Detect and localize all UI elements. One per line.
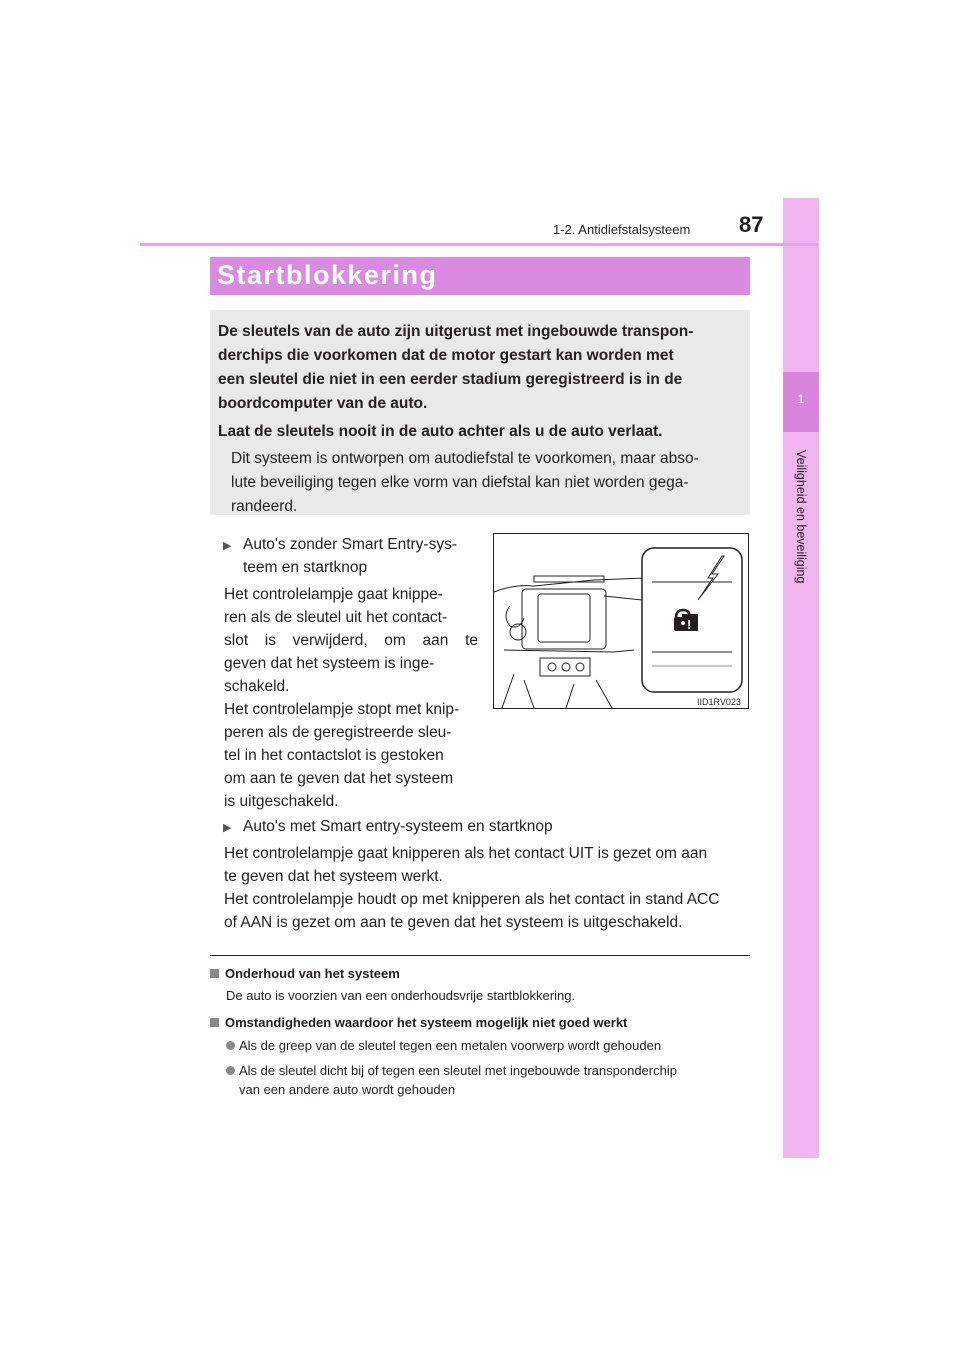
note-bullet	[226, 1063, 677, 1078]
square-bullet-icon	[210, 969, 219, 978]
intro-line: boordcomputer van de auto.	[218, 395, 428, 412]
arrow-icon: ▶	[223, 540, 232, 552]
intro-note-line: randeerd.	[231, 498, 298, 515]
section1-line: Het controlelampje gaat knippe-	[224, 586, 443, 603]
note-bullet-text: Als de sleutel dicht bij of tegen een sleutel met ingebouwde transponderchip	[239, 1063, 677, 1078]
intro-line: derchips die voorkomen dat de motor gestart kan worden met	[218, 347, 674, 364]
section2-line: of AAN is gezet om aan te geven dat het systeem is uitgeschakeld.	[224, 914, 683, 931]
section1-heading: teem en startknop	[243, 559, 368, 576]
chapter-title-vertical	[781, 450, 821, 750]
section2-line: Het controlelampje gaat knipperen als het contact UIT is gezet om aan	[224, 845, 708, 862]
header-rule	[140, 243, 818, 246]
section1-line: peren als de geregistreerde sleu-	[224, 724, 452, 741]
chapter-number: 1	[797, 392, 805, 406]
section2-line: te geven dat het systeem werkt.	[224, 868, 443, 885]
note-bullet-text: Als de greep van de sleutel tegen een metalen voorwerp wordt gehouden	[239, 1038, 662, 1053]
intro-line: De sleutels van de auto zijn uitgerust met ingebouwde transpon-	[218, 323, 694, 340]
page-title: Startblokkering	[217, 260, 438, 290]
note-heading	[210, 1015, 627, 1030]
notes-divider	[210, 955, 750, 956]
figure-code: IID1RV023	[697, 697, 741, 707]
round-bullet-icon	[226, 1041, 235, 1050]
note-heading-text: Omstandigheden waardoor het systeem mogelijk niet goed werkt	[225, 1015, 628, 1030]
section1-line: om aan te geven dat het systeem	[224, 770, 454, 787]
note-bullet	[226, 1038, 661, 1053]
intro-warning: Laat de sleutels nooit in de auto achter als u de auto verlaat.	[218, 423, 663, 440]
section1-line: schakeld.	[224, 678, 290, 695]
chapter-title: Veiligheid en beveiliging	[794, 450, 808, 584]
note-heading	[210, 966, 400, 981]
dashboard-drawing	[494, 534, 748, 708]
intro-line: een sleutel die niet in een eerder stadium geregistreerd is in de	[218, 371, 683, 388]
note-bullet-continuation: van een andere auto wordt gehouden	[239, 1082, 456, 1097]
intro-note-line: Dit systeem is ontworpen om autodiefstal te voorkomen, maar abso-	[231, 450, 699, 467]
round-bullet-icon	[226, 1066, 235, 1075]
section1-line: is uitgeschakeld.	[224, 793, 339, 810]
intro-note-line: lute beveiliging tegen elke vorm van diefstal kan niet worden gega-	[231, 474, 689, 491]
page-number: 87	[739, 212, 764, 237]
section1-line: Het controlelampje stopt met knip-	[224, 701, 460, 718]
section2-heading: Auto's met Smart entry-systeem en startknop	[243, 818, 553, 835]
arrow-icon: ▶	[223, 822, 232, 834]
section1-line: geven dat het systeem is inge-	[224, 655, 435, 672]
note-text: De auto is voorzien van een onderhoudsvrije startblokkering.	[226, 988, 576, 1003]
note-heading-text: Onderhoud van het systeem	[225, 966, 400, 981]
section1-line: tel in het contactslot is gestoken	[224, 747, 444, 764]
dashboard-illustration	[493, 533, 749, 709]
section1-heading: Auto's zonder Smart Entry-sys-	[243, 536, 457, 553]
svg-text:!: !	[687, 617, 692, 632]
section1-line: ren als de sleutel uit het contact-	[224, 609, 448, 626]
section1-line: slot is verwijderd, om aan te	[224, 632, 478, 649]
section-header: 1-2. Antidiefstalsysteem	[553, 222, 691, 237]
square-bullet-icon	[210, 1018, 219, 1027]
section2-line: Het controlelampje houdt op met knipperen als het contact in stand ACC	[224, 891, 720, 908]
